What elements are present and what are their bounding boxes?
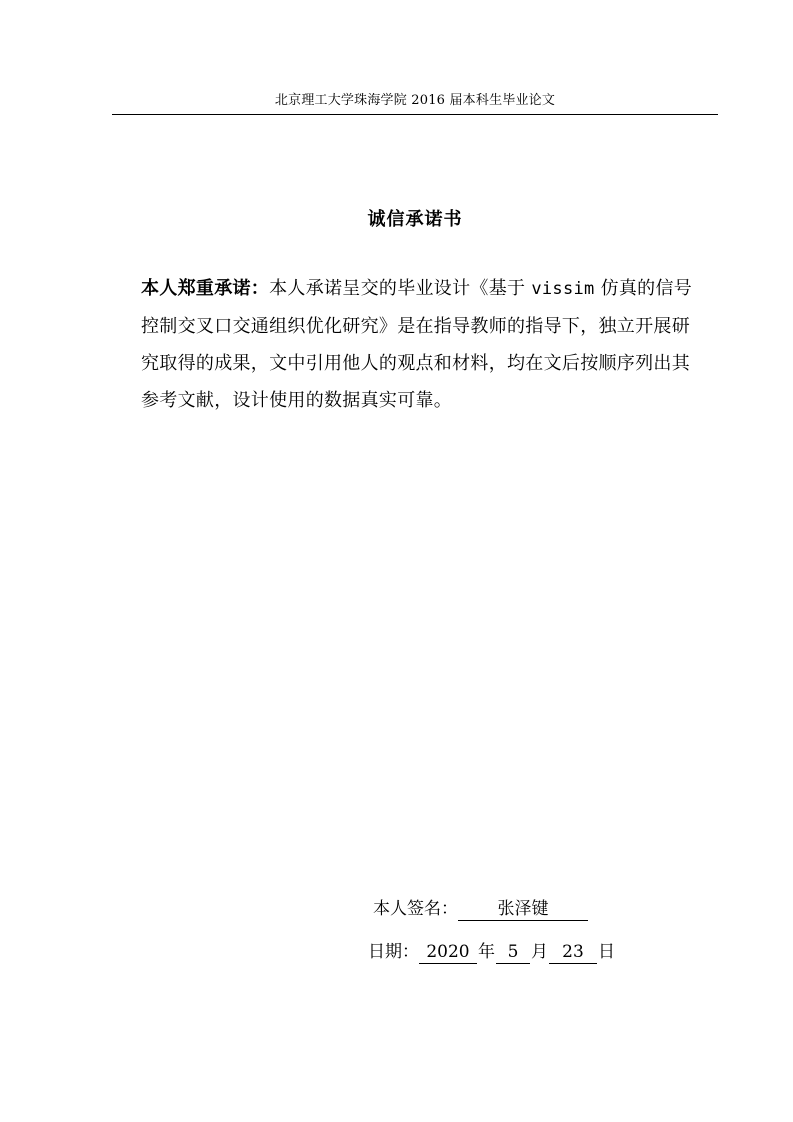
page-header: 北京理工大学珠海学院 2016 届本科生毕业论文 xyxy=(274,93,556,108)
page-title: 诚信承诺书 xyxy=(367,209,463,230)
declaration-paragraph xyxy=(141,270,697,419)
date-year: 2020 xyxy=(419,941,477,964)
declaration-text-part1: 本人承诺呈交的毕业设计《基于 xyxy=(269,278,532,299)
date-day: 23 xyxy=(549,941,597,964)
date-row xyxy=(368,939,616,965)
signature-label: 本人签名： xyxy=(373,899,458,919)
signature-row xyxy=(373,896,588,922)
declaration-software-name: vissim xyxy=(531,279,595,299)
date-month-unit: 月 xyxy=(531,942,548,962)
signature-name: 张泽键 xyxy=(458,898,588,921)
date-month: 5 xyxy=(496,941,530,964)
date-year-unit: 年 xyxy=(478,942,495,962)
date-day-unit: 日 xyxy=(598,942,615,962)
declaration-text-part2: 仿真的信号控制交叉口交通组织优化研究》是在指导教师的指导下，独立开展研究取得的成果，文中引用他人的观点和材料，均在文后按顺序列出其参考文献，设计使用的数据真实可靠。 xyxy=(141,278,693,411)
header-divider xyxy=(112,114,718,115)
date-label: 日期： xyxy=(368,942,419,962)
declaration-lead: 本人郑重承诺： xyxy=(141,278,270,299)
